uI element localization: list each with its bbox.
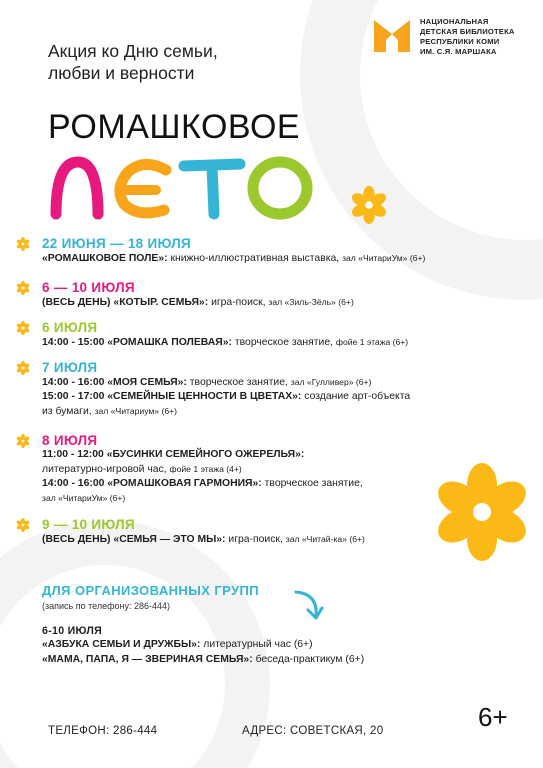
event-description: творческое занятие, [234, 337, 333, 348]
leto-wordmark [48, 148, 318, 220]
schedule-line [42, 390, 410, 404]
groups-date: 6-10 ИЮЛЯ [42, 625, 103, 637]
event-description: литературно-игровой час, [42, 464, 167, 475]
address: АДРЕС: СОВЕТСКАЯ, 20 [242, 725, 384, 737]
flower-bullet-icon [16, 237, 30, 251]
event-title: РОМАШКОВОЕ [48, 108, 301, 146]
age-rating: 6+ [478, 702, 508, 732]
schedule-block [42, 236, 425, 266]
schedule-date: 8 ИЮЛЯ [42, 433, 98, 448]
event-name: «МОЯ СЕМЬЯ»: [107, 377, 187, 388]
event-place: фойе 1 этажа (4+) [169, 464, 242, 474]
event-place: зал «Гулливер» (6+) [290, 377, 372, 387]
event-name: «БУСИНКИ СЕМЕЙНОГО ОЖЕРЕЛЬЯ»: [106, 449, 305, 460]
schedule-block [42, 280, 354, 310]
schedule-line [42, 375, 410, 390]
schedule-block [42, 320, 408, 350]
event-time: 11:00 - 12:00 [42, 449, 104, 460]
schedule-line [42, 462, 363, 477]
schedule-line [42, 477, 363, 491]
flower-bullet-icon [16, 321, 30, 335]
schedule-date: 7 ИЮЛЯ [42, 360, 98, 375]
library-logo-icon [372, 18, 412, 54]
event-description: творческое занятие, [264, 478, 363, 489]
event-name: «СЕМЬЯ — ЭТО МЫ»: [113, 534, 226, 545]
schedule-block [42, 433, 363, 506]
promo-subtitle [48, 40, 218, 84]
groups-item [42, 638, 313, 652]
event-time: (ВЕСЬ ДЕНЬ) [42, 534, 111, 545]
event-time: 14:00 - 16:00 [42, 377, 105, 388]
groups-item-desc: литературный час (6+) [203, 639, 313, 650]
schedule-block [42, 517, 365, 547]
library-name-line: ДЕТСКАЯ БИБЛИОТЕКА [420, 27, 515, 36]
groups-item [42, 653, 364, 667]
event-time: 15:00 - 17:00 [42, 391, 105, 402]
schedule-line [42, 491, 363, 506]
event-description: игра-поиск, [228, 534, 283, 545]
event-time: (ВЕСЬ ДЕНЬ) [42, 297, 111, 308]
event-description: создание арт-объекта [304, 391, 411, 402]
groups-item-desc: беседа-практикум (6+) [255, 654, 365, 665]
flower-bullet-icon [16, 361, 30, 375]
schedule-date: 22 ИЮНЯ — 18 ИЮЛЯ [42, 236, 191, 251]
library-name [420, 17, 515, 57]
groups-note: (запись по телефону: 286-444) [42, 601, 170, 611]
event-name: «КОТЫР. СЕМЬЯ»: [113, 297, 209, 308]
event-place: фойе 1 этажа (6+) [335, 337, 409, 347]
flower-bullet-icon [16, 434, 30, 448]
event-name: «СЕМЕЙНЫЕ ЦЕННОСТИ В ЦВЕТАХ»: [107, 391, 302, 402]
event-time: 14:00 - 15:00 [42, 337, 105, 348]
event-description: творческое занятие, [189, 377, 288, 388]
flower-bullet-icon [16, 518, 30, 532]
schedule-line [42, 251, 425, 266]
event-name: «РОМАШКОВОЕ ПОЛЕ»: [42, 253, 168, 264]
event-place: зал «Читариум» (6+) [94, 406, 177, 416]
phone: ТЕЛЕФОН: 286-444 [48, 725, 158, 737]
event-name: «РОМАШКОВАЯ ГАРМОНИЯ»: [107, 478, 262, 489]
library-name-line: ИМ. С.Я. МАРШАКА [420, 47, 497, 56]
schedule-line [42, 404, 410, 419]
event-place: зал «ЧитариУм» (6+) [342, 253, 426, 263]
library-name-line: РЕСПУБЛИКИ КОМИ [420, 37, 500, 46]
subtitle-line: Акция ко Дню семьи, [48, 41, 218, 61]
schedule-date: 9 — 10 ИЮЛЯ [42, 517, 135, 532]
schedule-line [42, 295, 354, 310]
event-time: 14:00 - 16:00 [42, 478, 105, 489]
event-description: игра-поиск, [211, 297, 266, 308]
schedule-line [42, 335, 408, 350]
event-description: книжно-иллюстративная выставка, [170, 253, 340, 264]
schedule-date: 6 ИЮЛЯ [42, 320, 98, 335]
groups-item-title: «АЗБУКА СЕМЬИ И ДРУЖБЫ»: [42, 639, 201, 650]
schedule-line [42, 448, 363, 462]
schedule-line [42, 532, 365, 547]
subtitle-line: любви и верности [48, 63, 195, 83]
event-place: зал «Зиль-Зёль» (6+) [268, 297, 354, 307]
library-name-line: НАЦИОНАЛЬНАЯ [420, 17, 489, 26]
groups-item-title: «МАМА, ПАПА, Я — ЗВЕРИНАЯ СЕМЬЯ»: [42, 654, 253, 665]
event-description: из бумаги, [42, 406, 92, 417]
flower-bullet-icon [16, 281, 30, 295]
event-name: «РОМАШКА ПОЛЕВАЯ»: [107, 337, 232, 348]
schedule-date: 6 — 10 ИЮЛЯ [42, 280, 135, 295]
flower-decoration [350, 186, 388, 224]
arrow-down-icon [292, 588, 326, 624]
event-place: зал «ЧитариУм» (6+) [42, 493, 126, 503]
schedule-block [42, 360, 410, 419]
event-place: зал «Читай-ка» (6+) [285, 534, 365, 544]
flower-decoration [432, 462, 532, 562]
groups-title: ДЛЯ ОРГАНИЗОВАННЫХ ГРУПП [42, 583, 260, 598]
